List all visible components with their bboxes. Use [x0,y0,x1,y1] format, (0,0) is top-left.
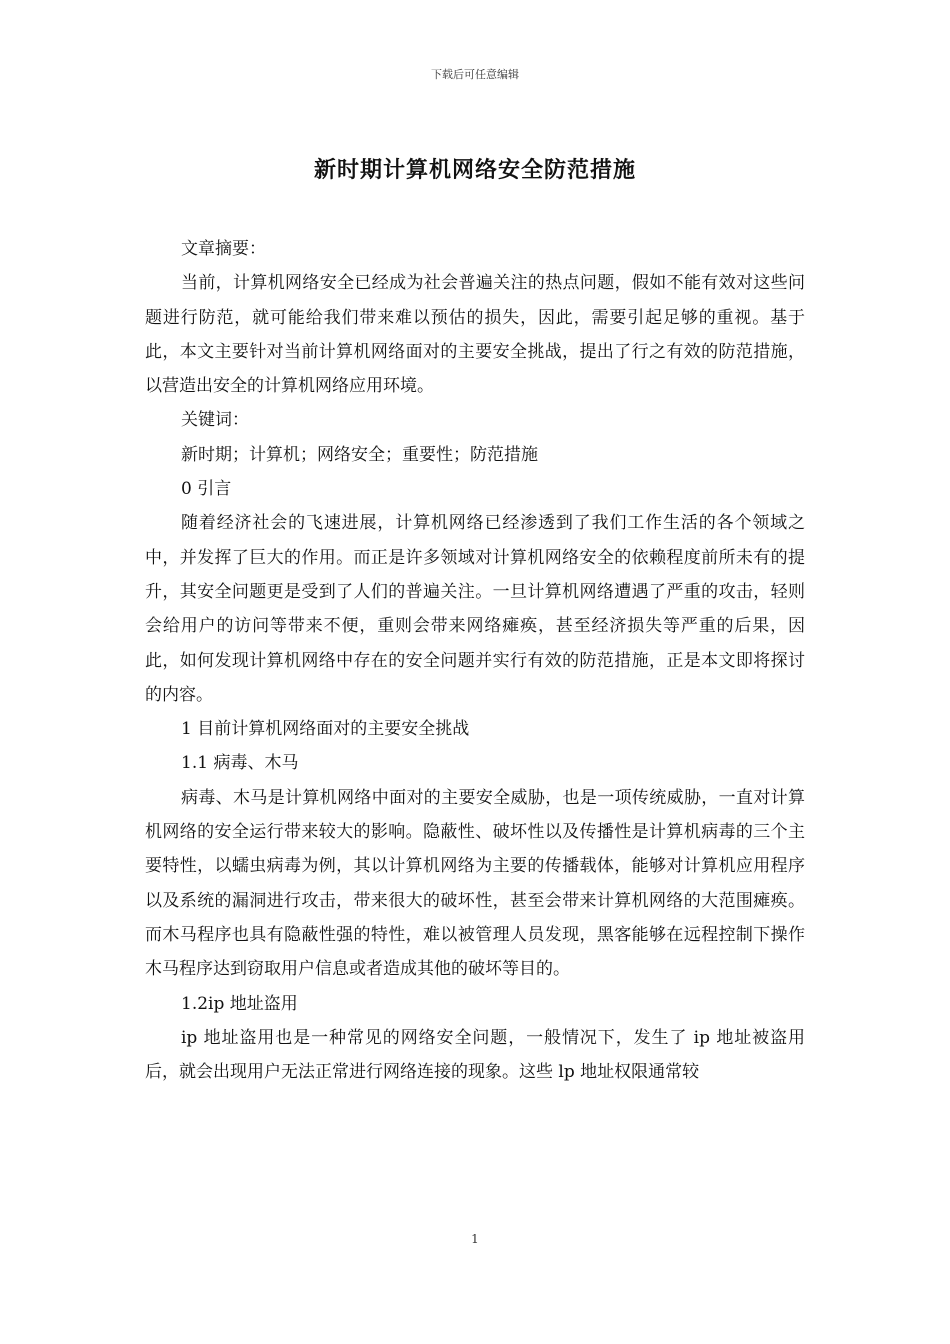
page-header-note: 下载后可任意编辑 [431,68,519,81]
virus-trojan-paragraph: 病毒、木马是计算机网络中面对的主要安全威胁，也是一项传统威胁，一直对计算机网络的安全运行带来较大的影响。隐蔽性、破坏性以及传播性是计算机病毒的三个主要特性，以蠕虫病毒为例，其以计算机网络为主要的传播载体，能够对计算机应用程序以及系统的漏洞进行攻击，带来很大的破坏性，甚至会带来计算机网络的大范围瘫痪。而木马程序也具有隐蔽性强的特性，难以被管理人员发现，黑客能够在远程控制下操作木马程序达到窃取用户信息或者造成其他的破坏等目的。 [145,787,805,980]
abstract-label: 文章摘要： [181,239,266,259]
abstract-text: 当前，计算机网络安全已经成为社会普遍关注的热点问题，假如不能有效对这些问题进行防范，就可能给我们带来难以预估的损失，因此，需要引起足够的重视。基于此，本文主要针对当前计算机网络面对的主要安全挑战，提出了行之有效的防范措施，以营造出安全的计算机网络应用环境。 [145,273,805,397]
section-heading-1: 1 目前计算机网络面对的主要安全挑战 [181,719,470,740]
intro-paragraph: 随着经济社会的飞速进展，计算机网络已经渗透到了我们工作生活的各个领域之中，并发挥了巨大的作用。而正是许多领域对计算机网络安全的依赖程度前所未有的提升，其安全问题更是受到了人们的普遍关注。一旦计算机网络遭遇了严重的攻击，轻则会给用户的访问等带来不便，重则会带来网络瘫痪，甚至经济损失等严重的后果，因此，如何发现计算机网络中存在的安全问题并实行有效的防范措施，正是本文即将探讨的内容。 [145,513,805,705]
ip-theft-paragraph: ip 地址盗用也是一种常见的网络安全问题，一般情况下，发生了 ip 地址被盗用后，就会出现用户无法正常进行网络连接的现象。这些 lp 地址权限通常较 [145,1027,805,1083]
subsection-heading-1-1: 1.1 病毒、木马 [181,753,299,774]
section-heading-intro: 0 引言 [181,479,232,500]
keywords-text: 新时期；计算机；网络安全；重要性；防范措施 [181,444,538,465]
keywords-label: 关键词： [181,410,249,431]
document-body [145,232,805,1089]
subsection-heading-1-2: 1.2ip 地址盗用 [181,993,298,1014]
document-title: 新时期计算机网络安全防范措施 [313,157,636,183]
page-number: 1 [471,1232,479,1246]
